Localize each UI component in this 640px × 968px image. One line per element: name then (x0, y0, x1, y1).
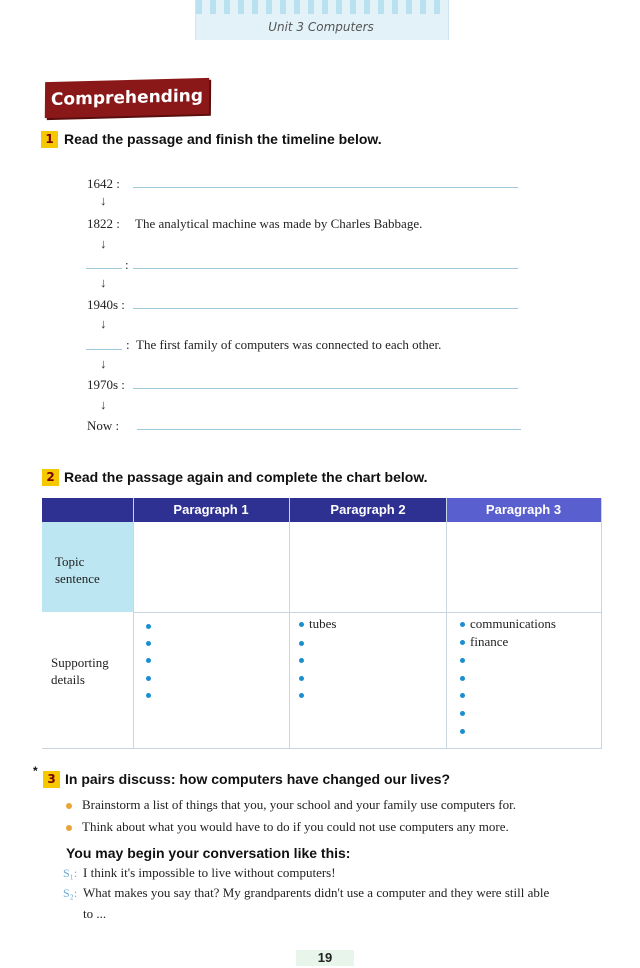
row-label: details (51, 672, 85, 687)
cell-item: communications (470, 616, 556, 631)
cell-item: tubes (309, 616, 337, 631)
page-number: 19 (317, 950, 333, 965)
down-arrow-icon: ↓ (100, 397, 107, 412)
bullet-text: Think about what you would have to do if you could not use computers any more. (82, 819, 509, 834)
blank-line (86, 268, 122, 269)
timeline-label: 1970s : (87, 377, 125, 392)
bullet-dot (460, 729, 465, 734)
bullet-dot (146, 624, 151, 629)
bullet-dot (460, 640, 465, 645)
column-header: Paragraph 3 (485, 502, 562, 517)
speaker-label: S₁: (63, 866, 78, 880)
table-divider (446, 498, 447, 748)
bullet-dot (299, 641, 304, 646)
timeline-text: The first family of computers was connected to each other. (136, 337, 442, 352)
blank-line (133, 308, 518, 309)
bullet-dot (299, 693, 304, 698)
bullet-dot (460, 622, 465, 627)
blank-line (133, 388, 518, 389)
task-instruction: Read the passage again and complete the chart below. (64, 469, 428, 485)
table-divider (42, 748, 602, 749)
timeline-text: The analytical machine was made by Charles Babbage. (135, 216, 423, 231)
task-instruction: In pairs discuss: how computers have changed our lives? (65, 771, 451, 787)
row-label: Supporting (51, 655, 109, 670)
dialogue-line: I think it's impossible to live without computers! (83, 865, 336, 880)
task-number-badge: 3 (43, 771, 60, 788)
column-header: Paragraph 1 (173, 502, 249, 517)
blank-line (133, 268, 518, 269)
bullet-dot (66, 803, 72, 809)
bullet-dot (66, 825, 72, 831)
bullet-dot (299, 676, 304, 681)
table-divider (601, 498, 602, 748)
bullet-dot (460, 693, 465, 698)
timeline-label: 1940s : (87, 297, 125, 312)
column-header: Paragraph 2 (330, 502, 406, 517)
row-label: sentence (55, 571, 100, 586)
down-arrow-icon: ↓ (100, 193, 107, 208)
bullet-dot (460, 658, 465, 663)
blank-line (137, 429, 521, 430)
task-number-badge: 1 (41, 131, 58, 148)
timeline-label: Now : (87, 418, 120, 433)
dialogue-line: to ... (83, 906, 107, 921)
down-arrow-icon: ↓ (100, 356, 107, 371)
timeline-label: : (126, 337, 130, 352)
bullet-dot (460, 711, 465, 716)
optional-star: * (33, 764, 38, 778)
table-divider (133, 498, 134, 748)
task-instruction: Read the passage and finish the timeline below. (64, 131, 382, 147)
down-arrow-icon: ↓ (100, 316, 107, 331)
bullet-dot (460, 676, 465, 681)
unit-title: Unit 3 Computers (268, 20, 374, 34)
row-label: Topic (55, 554, 85, 569)
bullet-dot (146, 693, 151, 698)
dialogue-line: What makes you say that? My grandparents didn't use a computer and they were still able (83, 885, 550, 900)
timeline-label: 1822 : (87, 216, 120, 231)
bullet-dot (146, 676, 151, 681)
blank-line (133, 187, 518, 188)
section-title: Comprehending (50, 86, 204, 110)
table-divider (133, 612, 601, 613)
table-divider (289, 498, 290, 748)
bullet-dot (146, 658, 151, 663)
bullet-text: Brainstorm a list of things that you, your school and your family use computers for. (82, 797, 516, 812)
subheading: You may begin your conversation like this: (66, 845, 351, 861)
task-number-badge: 2 (42, 469, 59, 486)
bullet-dot (299, 622, 304, 627)
blank-line (86, 349, 122, 350)
bullet-dot (146, 641, 151, 646)
bullet-dot (299, 658, 304, 663)
down-arrow-icon: ↓ (100, 275, 107, 290)
timeline-label: : (125, 257, 129, 272)
cell-item: finance (470, 634, 509, 649)
timeline-label: 1642 : (87, 176, 120, 191)
down-arrow-icon: ↓ (100, 236, 107, 251)
section-tag (45, 78, 209, 118)
speaker-label: S₂: (63, 886, 78, 900)
